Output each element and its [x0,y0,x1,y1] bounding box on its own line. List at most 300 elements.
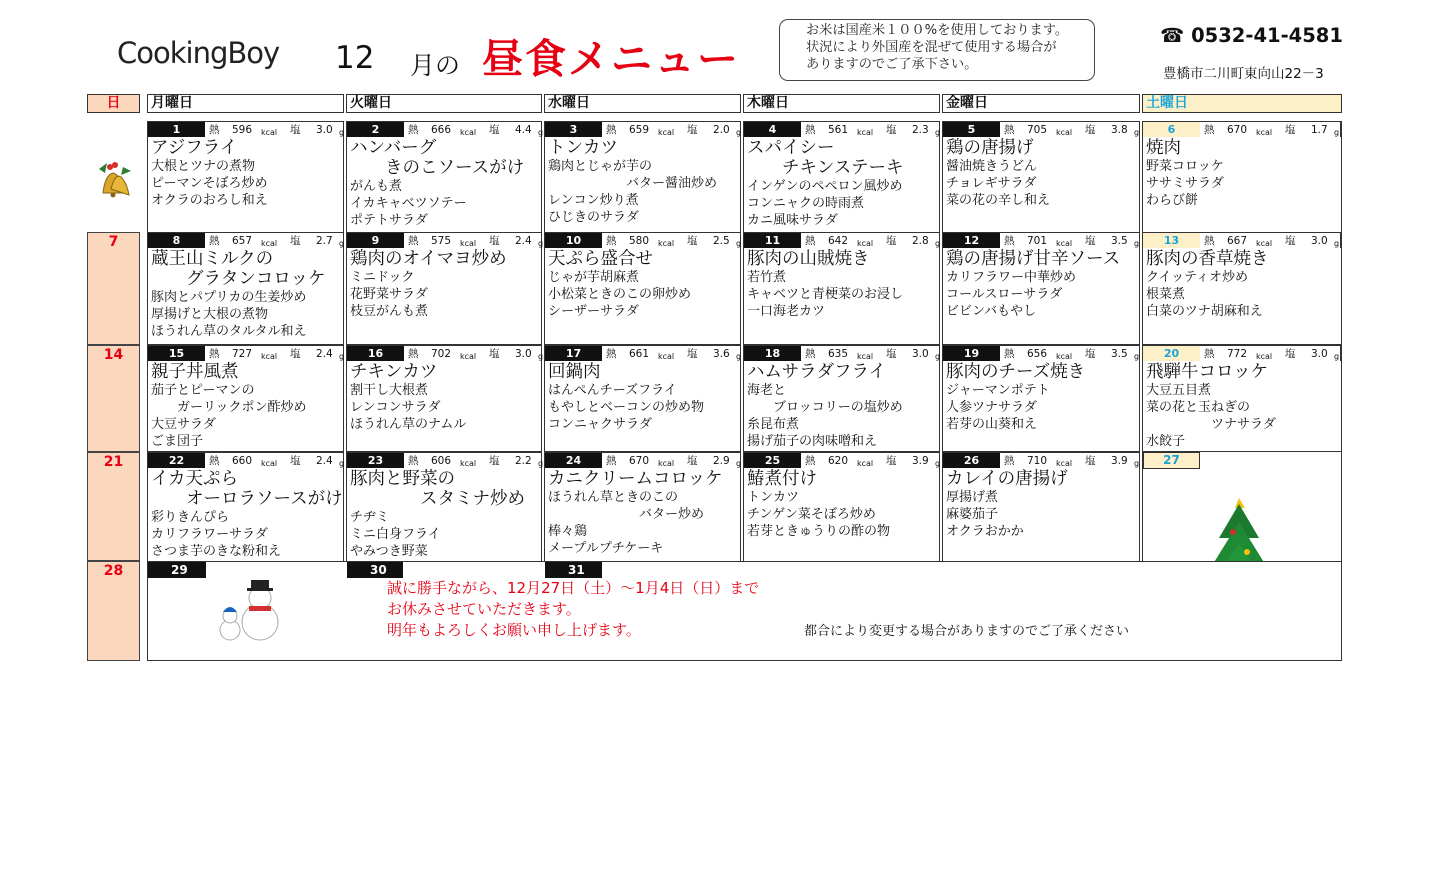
snowman-icon [216,576,288,644]
energy-value: 561 [828,124,849,136]
day-number: 19 [963,347,980,360]
salt-unit: g [1334,352,1340,361]
side-dish: ほうれん草ときのこの [548,490,679,505]
day-bar [744,122,939,137]
nutrition-info [404,233,544,248]
sunday-cell: 7 [87,232,140,345]
energy-unit: kcal [460,239,477,248]
address: 豊橋市二川町東向山22－3 [1163,66,1324,82]
side-dish: コンニャクサラダ [548,417,652,432]
menu-day-cell [147,121,344,233]
side-dish: 若竹煮 [747,270,787,285]
salt-unit: g [339,459,345,468]
salt-value: 1.7 [1311,124,1328,136]
side-dish: イカキャベツソテー [350,196,467,211]
side-dish: 豚肉とパプリカの生姜炒め [151,290,307,305]
energy-unit: kcal [460,128,477,137]
salt-unit: g [538,459,544,468]
energy-value: 606 [431,455,452,467]
salt-value: 3.9 [1111,455,1128,467]
day-bar [347,122,544,137]
energy-label: 熱 [805,235,816,247]
day-number: 18 [764,347,781,360]
energy-unit: kcal [658,128,675,137]
salt-label: 塩 [1285,348,1296,360]
salt-value: 2.8 [912,235,929,247]
salt-unit: g [1134,239,1140,248]
header-monday: 月曜日 [147,94,344,113]
energy-label: 熱 [1004,235,1015,247]
menu-day-cell [544,452,741,562]
energy-unit: kcal [658,459,675,468]
side-dish: 小松菜ときのこの卵炒め [548,287,692,302]
nutrition-info [1200,233,1340,248]
day-number: 22 [168,454,185,467]
salt-label: 塩 [687,235,698,247]
salt-value: 2.7 [316,235,333,247]
energy-unit: kcal [261,128,278,137]
day-bar [744,453,939,468]
side-dish: 野菜コロッケ [1146,159,1224,174]
day-bar [347,233,544,248]
salt-unit: g [935,459,941,468]
side-dish: ガーリックポン酢炒め [151,400,307,415]
side-dish: ごま団子 [151,434,204,449]
energy-label: 熱 [408,124,419,136]
salt-label: 塩 [687,455,698,467]
nutrition-info [801,453,939,468]
side-dish: キャベツと青梗菜のお浸し [747,287,904,302]
header-saturday: 土曜日 [1142,94,1342,113]
side-dish: 海老と [747,383,787,398]
salt-label: 塩 [687,124,698,136]
side-dish: はんぺんチーズフライ [548,383,677,398]
main-dish: 鶏の唐揚げ [946,138,1034,158]
day-number: 30 [347,562,403,578]
menu-day-cell [1142,345,1342,452]
energy-value: 661 [629,348,650,360]
nutrition-info [1000,453,1139,468]
salt-value: 3.5 [1111,235,1128,247]
day-bar [744,233,939,248]
menu-day-cell [743,232,940,345]
menu-day-cell [743,452,940,562]
nutrition-info [602,453,740,468]
salt-label: 塩 [489,455,500,467]
salt-unit: g [1134,352,1140,361]
side-dish: 水餃子 [1146,434,1186,449]
day-number: 9 [371,234,380,247]
menu-day-cell [942,452,1140,562]
main-dish: 鶏の唐揚げ甘辛ソース [946,249,1121,269]
side-dish: 糸昆布煮 [747,417,800,432]
energy-value: 772 [1227,348,1248,360]
salt-unit: g [736,459,742,468]
side-dish: 厚揚げと大根の煮物 [151,307,269,322]
day-number: 23 [367,454,384,467]
energy-label: 熱 [209,124,220,136]
day-number: 26 [963,454,980,467]
side-dish: ササミサラダ [1146,176,1224,191]
menu-calendar [87,94,1342,661]
side-dish: 白菜のツナ胡麻和え [1146,304,1263,319]
side-dish: 根菜煮 [1146,287,1186,302]
salt-label: 塩 [886,455,897,467]
day-number: 29 [148,562,206,578]
menu-day-cell [942,345,1140,452]
side-dish: もやしとベーコンの炒め物 [548,400,705,415]
menu-day-cell [743,121,940,233]
header-sunday: 日 [87,94,140,113]
day-bar [545,233,740,248]
day-bar [1143,233,1341,248]
side-dish: レンコン炒り煮 [548,193,639,208]
main-dish: 豚肉のチーズ焼き [946,362,1086,382]
energy-label: 熱 [408,235,419,247]
nutrition-info [1200,122,1340,137]
day-number: 17 [565,347,582,360]
side-dish: 一口海老カツ [747,304,826,319]
nutrition-info [801,346,939,361]
main-dish: 豚肉の香草焼き [1146,249,1269,269]
energy-value: 656 [1027,348,1048,360]
day-number: 6 [1143,122,1200,137]
menu-day-cell [942,121,1140,233]
side-dish: じゃが芋胡麻煮 [548,270,640,285]
energy-unit: kcal [857,239,874,248]
energy-label: 熱 [209,455,220,467]
energy-value: 660 [232,455,253,467]
salt-value: 3.0 [912,348,929,360]
menu-day-cell [1142,121,1342,233]
salt-value: 2.5 [713,235,730,247]
side-dish: 割干し大根煮 [350,383,429,398]
energy-label: 熱 [606,124,617,136]
nutrition-info [404,122,544,137]
side-dish: オクラおかか [946,524,1024,539]
side-dish: 若芽の山葵和え [946,417,1038,432]
energy-unit: kcal [261,352,278,361]
side-dish: 醤油焼きうどん [946,159,1038,174]
energy-label: 熱 [606,348,617,360]
salt-unit: g [1334,128,1340,137]
day-bar [347,453,544,468]
side-dish: ツナサラダ [1146,417,1276,432]
energy-label: 熱 [805,348,816,360]
change-notice: 都合により変更する場合がありますのでご了承ください [804,624,1130,639]
menu-day-cell [544,232,741,345]
menu-day-cell [743,345,940,452]
rice-notice-box: お米は国産米１００%を使用しております。 状況により外国産を混ぜて使用する場合が ありますのでご了承下さい。 [779,19,1095,81]
side-dish: ミニ白身フライ [350,527,441,542]
day-bar [148,453,343,468]
salt-label: 塩 [886,124,897,136]
header-friday: 金曜日 [942,94,1140,113]
side-dish: ポテトサラダ [350,213,428,228]
salt-label: 塩 [290,455,301,467]
salt-unit: g [736,352,742,361]
day-number: 31 [545,562,602,578]
menu-day-cell [1142,232,1342,345]
side-dish: ほうれん草のタルタル和え [151,324,307,339]
energy-label: 熱 [209,235,220,247]
energy-label: 熱 [1004,348,1015,360]
nutrition-info [801,233,939,248]
side-dish: ミニドック [350,270,415,285]
day-number: 11 [764,234,781,247]
salt-value: 3.5 [1111,348,1128,360]
day-bar [545,453,740,468]
side-dish: 枝豆がんも煮 [350,304,429,319]
christmas-bell-icon [93,157,135,201]
header-thursday: 木曜日 [743,94,940,113]
energy-value: 705 [1027,124,1048,136]
side-dish: 棒々鶏 [548,524,588,539]
salt-label: 塩 [290,124,301,136]
side-dish: ブロッコリーの塩炒め [747,400,903,415]
nutrition-info [801,122,939,137]
month-number: 12 [335,40,375,76]
salt-value: 3.0 [515,348,532,360]
main-dish: 蔵王山ミルクの グラタンコロッケ [151,249,326,289]
cookingboy-logo: CookingBoy [117,36,280,70]
day-bar [148,122,343,137]
nutrition-info [602,233,740,248]
salt-label: 塩 [687,348,698,360]
menu-day-cell [346,121,542,233]
salt-value: 2.0 [713,124,730,136]
energy-value: 642 [828,235,849,247]
day-bar [943,453,1139,468]
salt-unit: g [538,239,544,248]
salt-value: 3.8 [1111,124,1128,136]
nutrition-info [205,122,343,137]
salt-value: 3.0 [1311,235,1328,247]
side-dish: バター炒め [548,507,705,522]
phone-number: ☎ 0532-41-4581 [1160,24,1343,47]
energy-unit: kcal [857,128,874,137]
nutrition-info [404,453,544,468]
day-bar [943,122,1139,137]
salt-unit: g [736,128,742,137]
sunday-cell: 21 [87,452,140,561]
side-dish: コンニャクの時雨煮 [747,196,865,211]
side-dish: 厚揚げ煮 [946,490,999,505]
salt-label: 塩 [290,348,301,360]
energy-label: 熱 [606,235,617,247]
day-number: 1 [172,123,181,136]
main-dish: 焼肉 [1146,138,1181,158]
energy-label: 熱 [805,124,816,136]
salt-label: 塩 [290,235,301,247]
main-dish: アジフライ [151,138,238,158]
main-dish: イカ天ぷら オーロラソースがけ [151,469,343,509]
menu-day-cell [346,452,542,562]
salt-unit: g [1134,459,1140,468]
side-dish: わらび餅 [1146,193,1199,208]
main-dish: スパイシー チキンステーキ [747,138,904,178]
nutrition-info [1200,346,1340,361]
menu-day-cell [544,345,741,452]
menu-day-cell [544,121,741,233]
day-number: 3 [569,123,578,136]
sunday-cell [87,121,140,233]
side-dish: チンゲン菜そぼろ炒め [747,507,876,522]
energy-value: 580 [629,235,650,247]
salt-value: 3.0 [1311,348,1328,360]
main-dish: カニクリームコロッケ [548,469,723,489]
energy-value: 657 [232,235,253,247]
side-dish: 菜の花の辛し和え [946,193,1051,208]
salt-value: 2.4 [316,455,333,467]
salt-value: 3.6 [713,348,730,360]
side-dish: オクラのおろし和え [151,193,268,208]
energy-label: 熱 [209,348,220,360]
day-number: 2 [371,123,380,136]
nutrition-info [602,122,740,137]
side-dish: バター醤油炒め [548,176,718,191]
header-tuesday: 火曜日 [346,94,542,113]
nutrition-info [1000,233,1139,248]
day-bar [744,346,939,361]
energy-label: 熱 [408,348,419,360]
side-dish: チヂミ [350,510,390,525]
main-dish: ハムサラダフライ [747,362,886,382]
salt-value: 3.0 [316,124,333,136]
main-dish: 飛騨牛コロッケ [1146,362,1269,382]
side-dish: 揚げ茄子の肉味噌和え [747,434,878,449]
day-bar [148,346,343,361]
energy-unit: kcal [1056,459,1073,468]
side-dish: カリフラワーサラダ [151,527,268,542]
menu-day-cell [942,232,1140,345]
side-dish: がんも煮 [350,179,403,194]
salt-label: 塩 [886,235,897,247]
side-dish: やみつき野菜 [350,544,428,559]
salt-unit: g [538,352,544,361]
side-dish: 大豆サラダ [151,417,216,432]
energy-unit: kcal [857,459,874,468]
energy-unit: kcal [658,352,675,361]
day-number: 24 [565,454,582,467]
day-bar [1143,346,1341,361]
day-number: 20 [1143,346,1200,361]
energy-value: 620 [828,455,849,467]
nutrition-info [1000,122,1139,137]
salt-value: 2.3 [912,124,929,136]
day-bar [545,122,740,137]
salt-value: 3.9 [912,455,929,467]
energy-unit: kcal [1056,239,1073,248]
main-dish: トンカツ [548,138,618,158]
saturday-27-cell [1142,452,1342,562]
energy-label: 熱 [1204,235,1215,247]
main-dish: ハンバーグ きのこソースがけ [350,138,525,178]
nutrition-info [205,346,343,361]
day-number: 27 [1143,452,1200,469]
energy-unit: kcal [1056,128,1073,137]
energy-unit: kcal [658,239,675,248]
header-wednesday: 水曜日 [544,94,741,113]
day-number: 13 [1143,233,1200,248]
energy-label: 熱 [805,455,816,467]
side-dish: 麻婆茄子 [946,507,999,522]
main-dish: 鰆煮付け [747,469,817,489]
salt-label: 塩 [489,124,500,136]
day-number: 10 [565,234,582,247]
energy-value: 659 [629,124,650,136]
menu-day-cell [346,232,542,345]
side-dish: コールスローサラダ [946,287,1063,302]
main-dish: 回鍋肉 [548,362,601,382]
salt-label: 塩 [1085,348,1096,360]
energy-value: 710 [1027,455,1048,467]
main-dish: カレイの唐揚げ [946,469,1068,489]
side-dish: レンコンサラダ [350,400,441,415]
nutrition-info [205,233,343,248]
nutrition-info [1000,346,1139,361]
menu-day-cell [147,232,344,345]
side-dish: チョレギサラダ [946,176,1037,191]
main-dish: 鶏肉のオイマヨ炒め [350,249,507,269]
side-dish: シーザーサラダ [548,304,639,319]
salt-value: 4.4 [515,124,532,136]
salt-value: 2.4 [316,348,333,360]
day-number: 25 [764,454,781,467]
energy-label: 熱 [1204,348,1215,360]
side-dish: 茄子とピーマンの [151,383,255,398]
nutrition-info [404,346,544,361]
side-dish: メープルプチケーキ [548,541,664,556]
energy-value: 635 [828,348,849,360]
energy-unit: kcal [857,352,874,361]
side-dish: さつま芋のきな粉和え [151,544,282,559]
salt-unit: g [736,239,742,248]
side-dish: トンカツ [747,490,800,505]
side-dish: 鶏肉とじゃが芋の [548,159,653,174]
day-number: 8 [172,234,181,247]
salt-unit: g [1134,128,1140,137]
side-dish: ピーマンそぼろ炒め [151,176,268,191]
salt-label: 塩 [886,348,897,360]
day-number: 12 [963,234,980,247]
sunday-cell: 28 [87,561,140,661]
menu-day-cell [147,345,344,452]
day-number: 16 [367,347,384,360]
energy-value: 702 [431,348,452,360]
side-dish: ひじきのサラダ [548,210,639,225]
salt-label: 塩 [1085,235,1096,247]
salt-value: 2.2 [515,455,532,467]
salt-unit: g [339,352,345,361]
day-number: 15 [168,347,185,360]
energy-unit: kcal [1256,128,1273,137]
holiday-message: 誠に勝手ながら、12月27日（土）～1月4日（日）まで お休みさせていただきます。 明年もよろしくお願い申し上げます。 [387,579,760,639]
salt-label: 塩 [489,348,500,360]
salt-label: 塩 [1085,124,1096,136]
page-title: 昼食メニュー [482,35,740,83]
energy-value: 575 [431,235,452,247]
day-bar [347,346,544,361]
energy-unit: kcal [1056,352,1073,361]
salt-label: 塩 [1285,235,1296,247]
month-suffix: 月の [410,51,461,80]
main-dish: 天ぷら盛合せ [548,249,653,269]
salt-unit: g [935,352,941,361]
energy-value: 670 [629,455,650,467]
day-bar [943,346,1139,361]
salt-label: 塩 [1085,455,1096,467]
